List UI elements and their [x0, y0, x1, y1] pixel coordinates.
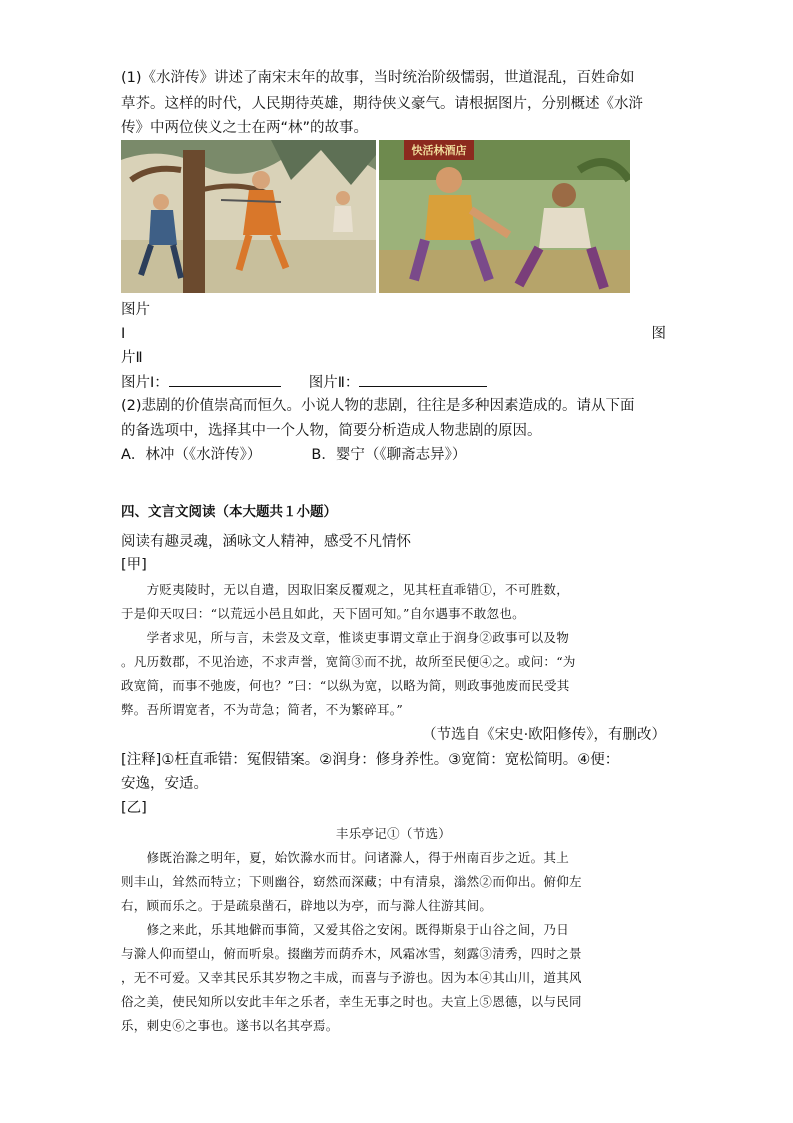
notes-line-1: [注释]①枉直乖错：冤假错案。②润身：修身养性。③宽简：宽松简明。④便： [121, 752, 620, 768]
jia-line-6: 弊。吾所谓宽者，不为苛急；简者，不为繁碎耳。” [121, 702, 404, 717]
jia-line-4: 。凡历数郡，不见治迹，不求声誉，宽简③而不扰，故所至民便④之。或问：“为 [121, 654, 576, 669]
answer-blank-1[interactable] [169, 372, 281, 387]
yi-line-4: 修之来此，乐其地僻而事简，又爱其俗之安闲。既得斯泉于山谷之间，乃日 [121, 922, 570, 937]
section-4-intro: 阅读有趣灵魂，涵咏文人精神，感受不凡情怀 [121, 534, 411, 550]
jia-line-3: 学者求见，所与言，未尝及文章，惟谈吏事谓文章止于润身②政事可以及物 [121, 630, 570, 645]
yi-line-8: 乐，刺史⑥之事也。遂书以名其亭焉。 [121, 1018, 339, 1033]
caption-2a: 图 [651, 326, 666, 342]
jia-line-5: 政宽简，而事不弛废，何也？”曰：“以纵为宽，以略为简，则政事弛废而民受其 [121, 678, 570, 693]
caption-2b: 片Ⅱ [121, 350, 143, 366]
picture-1-forest-fight [121, 140, 376, 293]
jia-line-1: 方贬夷陵时，无以自遣，因取旧案反覆观之，见其枉直乖错①，不可胜数， [121, 582, 570, 597]
picture-2-kuaihuo-forest [379, 140, 630, 293]
answer-label-1: 图片Ⅰ： [121, 375, 169, 391]
yi-line-1: 修既治滁之明年，夏，始饮滁水而甘。问诸滁人，得于州南百步之近。其上 [121, 850, 570, 865]
q1-line-1: (1)《水浒传》讲述了南宋末年的故事，当时统治阶级懦弱，世道混乱，百姓命如 [121, 70, 635, 86]
jia-line-2: 于是仰天叹曰：“以荒远小邑且如此，天下固可知。”自尔遇事不敢忽也。 [121, 606, 525, 621]
yi-line-7: 俗之美，使民知所以安此丰年之乐者，幸生无事之时也。夫宣上⑤恩德，以与民同 [121, 994, 582, 1009]
yi-line-5: 与滁人仰而望山，俯而听泉。掇幽芳而荫乔木，风霜冰雪，刻露③清秀，四时之景 [121, 946, 582, 961]
q2-options [121, 445, 666, 465]
q2-line-1: (2)悲剧的价值崇高而恒久。小说人物的悲剧，往往是多种因素造成的。请从下面 [121, 398, 635, 414]
section-4-heading: 四、文言文阅读（本大题共１小题） [121, 504, 337, 520]
yi-line-6: ，无不可爱。又幸其民乐其岁物之丰成，而喜与予游也。因为本④其山川，道其风 [121, 970, 582, 985]
answer-row [121, 372, 666, 393]
option-a: A．林冲（《水浒传》） [121, 447, 262, 463]
jia-label: [甲] [121, 557, 147, 573]
yi-label: [乙] [121, 800, 147, 816]
jia-source: （节选自《宋史·欧阳修传》，有删改） [422, 727, 666, 743]
answer-label-2: 图片Ⅱ： [308, 375, 360, 391]
yi-line-2: 则丰山，耸然而特立；下则幽谷，窈然而深藏；中有清泉，滃然②而仰出。俯仰左 [121, 874, 582, 889]
yi-line-3: 右，顾而乐之。于是疏泉凿石，辟地以为亭，而与滁人往游其间。 [121, 898, 493, 913]
shop-sign-text: 快活林酒店 [411, 144, 467, 157]
q2-line-2: 的备选项中，选择其中一个人物，简要分析造成人物悲剧的原因。 [121, 423, 542, 439]
yi-title: 丰乐亭记①（节选） [335, 826, 452, 841]
caption-1a: 图片 [121, 302, 150, 318]
q1-line-2: 草芥。这样的时代，人民期待英雄，期待侠义豪气。请根据图片，分别概述《水浒 [121, 96, 643, 112]
notes-line-2: 安逸，安适。 [121, 776, 208, 792]
answer-blank-2[interactable] [359, 372, 487, 387]
option-b: B．婴宁（《聊斋志异》） [311, 447, 467, 463]
q1-line-3: 传》中两位侠义之士在两“林”的故事。 [121, 120, 369, 136]
caption-1b: Ⅰ [121, 326, 126, 342]
